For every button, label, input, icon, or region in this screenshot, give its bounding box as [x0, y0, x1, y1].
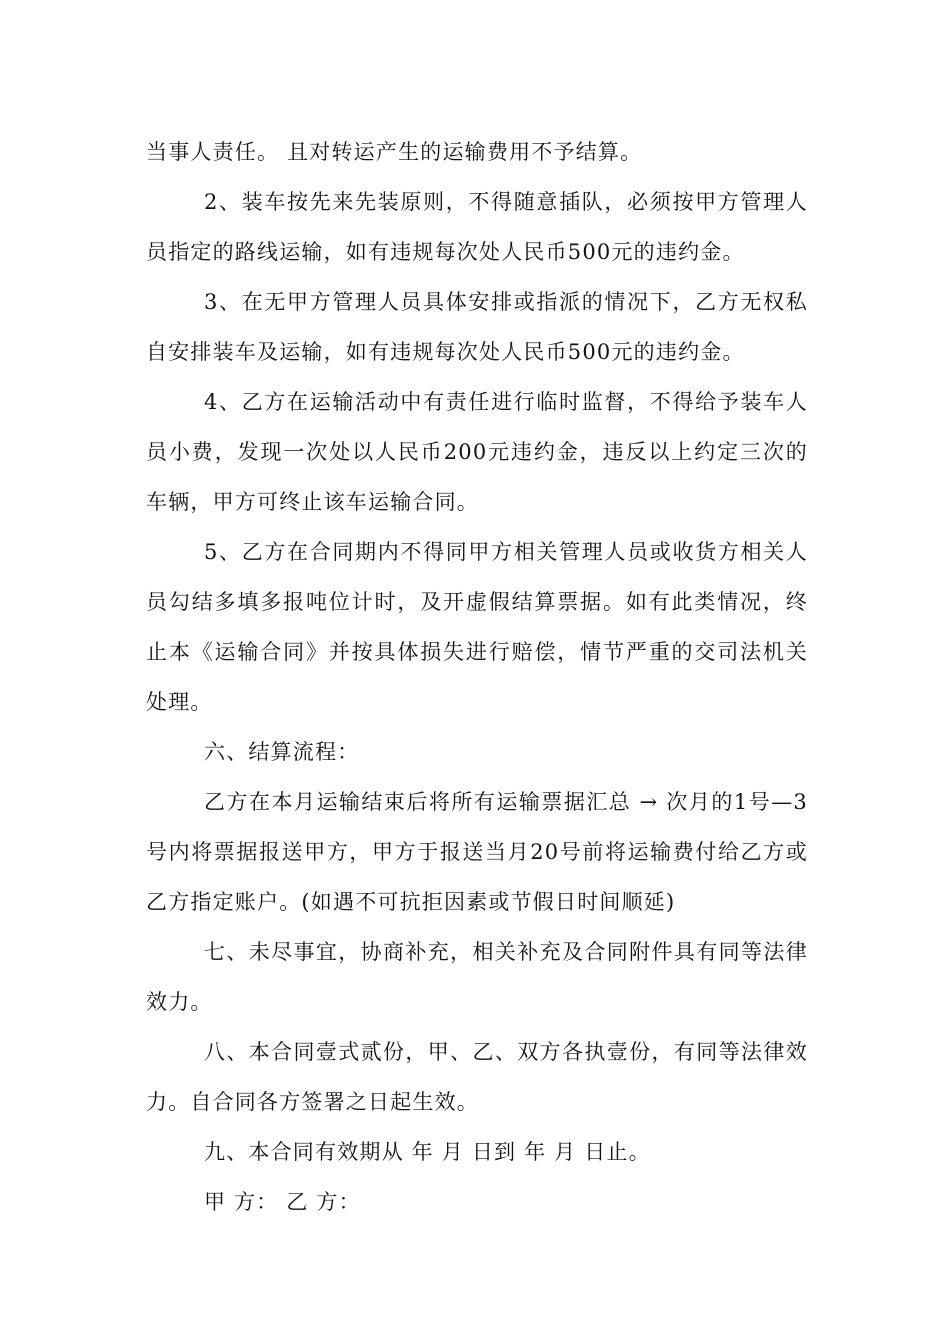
paragraph-settlement-process: 乙方在本月运输结束后将所有运输票据汇总 → 次月的1号—3号内将票据报送甲方，甲方于报送当月20号前将运输费付给乙方或乙方指定账户。(如遇不可抗拒因素或节假日时间顺延) [146, 790, 808, 914]
paragraph-clause-3-unauthorized-loading: 3、在无甲方管理人员具体安排或指派的情况下，乙方无权私自安排装车及运输，如有违规每次处人民币500元的违约金。 [146, 290, 808, 364]
paragraph-section-9-validity: 九、本合同有效期从 年 月 日到 年 月 日止。 [204, 1140, 651, 1164]
paragraph-clause-4-supervision: 4、乙方在运输活动中有责任进行临时监督，不得给予装车人员小费，发现一次处以人民币200元违约金，违反以上约定三次的车辆，甲方可终止该车运输合同。 [146, 390, 808, 514]
document-body [146, 127, 808, 1227]
section-heading-settlement-process: 六、结算流程： [204, 740, 360, 764]
paragraph-clause-2-loading-order: 2、装车按先来先装原则，不得随意插队，必须按甲方管理人员指定的路线运输，如有违规每次处人民币500元的违约金。 [146, 190, 808, 264]
paragraph-clause-5-collusion: 5、乙方在合同期内不得同甲方相关管理人员或收货方相关人员勾结多填多报吨位计时，及开虚假结算票据。如有此类情况，终止本《运输合同》并按具体损失进行赔偿，情节严重的交司法机关处理。 [146, 540, 808, 714]
paragraph-section-8-copies: 八、本合同壹式贰份，甲、乙、双方各执壹份，有同等法律效力。自合同各方签署之日起生效。 [146, 1040, 808, 1114]
paragraph-section-7-unresolved-matters: 七、未尽事宜，协商补充，相关补充及合同附件具有同等法律效力。 [146, 940, 808, 1014]
signature-line-parties: 甲 方： 乙 方： [204, 1190, 361, 1214]
paragraph-responsibility-continuation: 当事人责任。 且对转运产生的运输费用不予结算。 [146, 140, 643, 164]
